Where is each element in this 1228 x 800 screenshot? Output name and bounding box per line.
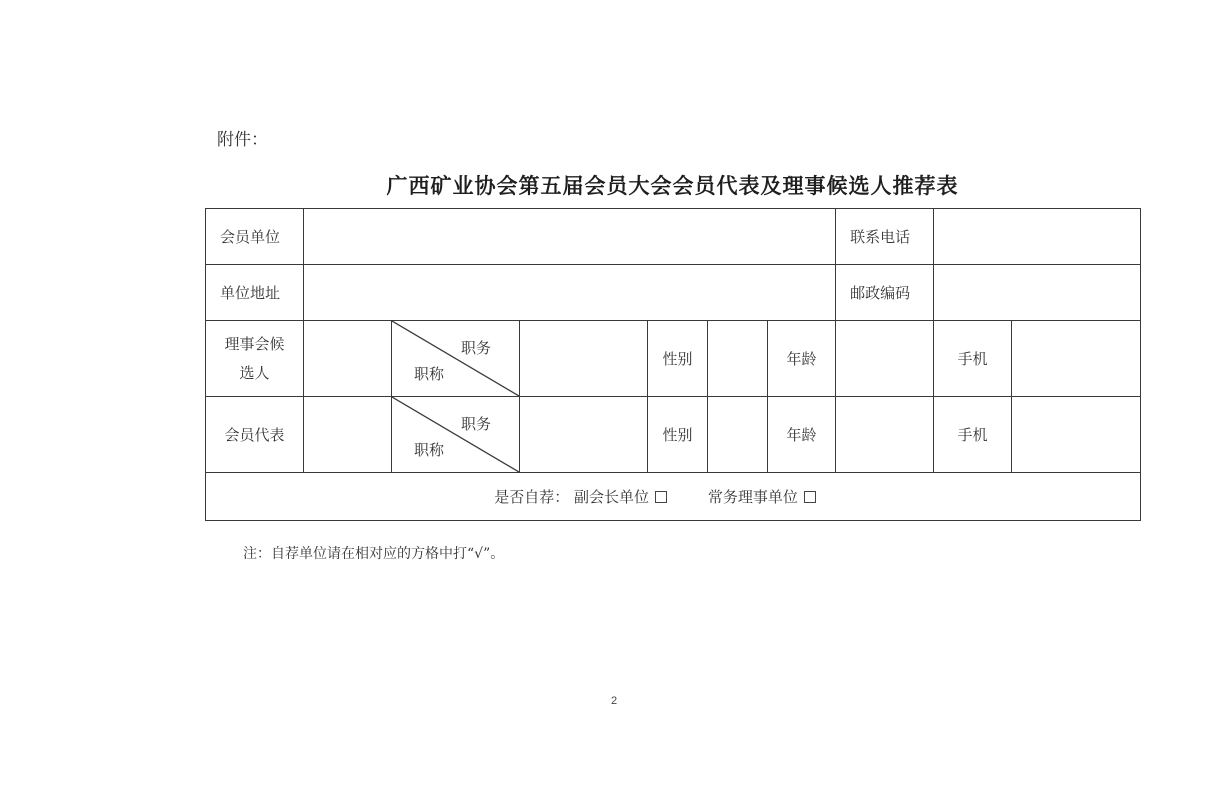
member-delegate-label: 会员代表 bbox=[206, 397, 304, 473]
row-member-delegate bbox=[206, 397, 1141, 473]
diagonal-line bbox=[392, 397, 519, 472]
delegate-title-diagonal-cell bbox=[392, 397, 520, 473]
postcode-label: 邮政编码 bbox=[836, 265, 934, 321]
self-recommend-label: 是否自荐： bbox=[494, 488, 570, 506]
delegate-title-field[interactable] bbox=[520, 397, 648, 473]
footnote: 注：自荐单位请在相对应的方格中打“√”。 bbox=[243, 546, 505, 562]
member-unit-label: 会员单位 bbox=[206, 209, 304, 265]
delegate-gender-field[interactable] bbox=[708, 397, 768, 473]
delegate-rank-label: 职称 bbox=[414, 441, 445, 459]
postcode-field[interactable] bbox=[934, 265, 1141, 321]
council-candidate-label-line1: 理事会候 bbox=[224, 335, 285, 353]
vice-president-option bbox=[574, 488, 672, 506]
council-age-label: 年龄 bbox=[768, 321, 836, 397]
row-self-recommend bbox=[206, 473, 1141, 521]
council-age-field[interactable] bbox=[836, 321, 934, 397]
vice-president-checkbox[interactable] bbox=[655, 491, 667, 503]
delegate-mobile-field[interactable] bbox=[1012, 397, 1141, 473]
standing-council-checkbox[interactable] bbox=[804, 491, 816, 503]
form-title: 广西矿业协会第五届会员大会会员代表及理事候选人推荐表 bbox=[386, 173, 959, 198]
council-mobile-label: 手机 bbox=[934, 321, 1012, 397]
council-position-label: 职务 bbox=[460, 339, 491, 357]
council-mobile-field[interactable] bbox=[1012, 321, 1141, 397]
delegate-gender-label: 性别 bbox=[648, 397, 708, 473]
standing-council-option bbox=[708, 488, 816, 506]
attachment-label: 附件： bbox=[217, 130, 268, 150]
council-candidate-label bbox=[206, 321, 304, 397]
page-number: 2 bbox=[610, 695, 618, 707]
delegate-age-label: 年龄 bbox=[768, 397, 836, 473]
member-unit-field[interactable] bbox=[304, 209, 836, 265]
delegate-age-field[interactable] bbox=[836, 397, 934, 473]
delegate-position-label: 职务 bbox=[460, 415, 491, 433]
council-candidate-name-field[interactable] bbox=[304, 321, 392, 397]
row-council-candidate bbox=[206, 321, 1141, 397]
unit-address-field[interactable] bbox=[304, 265, 836, 321]
self-recommend-cell bbox=[206, 473, 1141, 521]
council-rank-label: 职称 bbox=[414, 365, 445, 383]
vice-president-option-label: 副会长单位 bbox=[574, 488, 650, 506]
contact-phone-field[interactable] bbox=[934, 209, 1141, 265]
council-title-diagonal-cell bbox=[392, 321, 520, 397]
council-gender-label: 性别 bbox=[648, 321, 708, 397]
delegate-mobile-label: 手机 bbox=[934, 397, 1012, 473]
council-gender-field[interactable] bbox=[708, 321, 768, 397]
unit-address-label: 单位地址 bbox=[206, 265, 304, 321]
diagonal-line bbox=[392, 321, 519, 396]
row-unit-address bbox=[206, 265, 1141, 321]
recommendation-form-table bbox=[205, 208, 1141, 521]
row-member-unit bbox=[206, 209, 1141, 265]
council-candidate-label-line2: 选人 bbox=[239, 363, 270, 382]
delegate-name-field[interactable] bbox=[304, 397, 392, 473]
standing-council-option-label: 常务理事单位 bbox=[707, 488, 798, 506]
council-title-field[interactable] bbox=[520, 321, 648, 397]
contact-phone-label: 联系电话 bbox=[836, 209, 934, 265]
